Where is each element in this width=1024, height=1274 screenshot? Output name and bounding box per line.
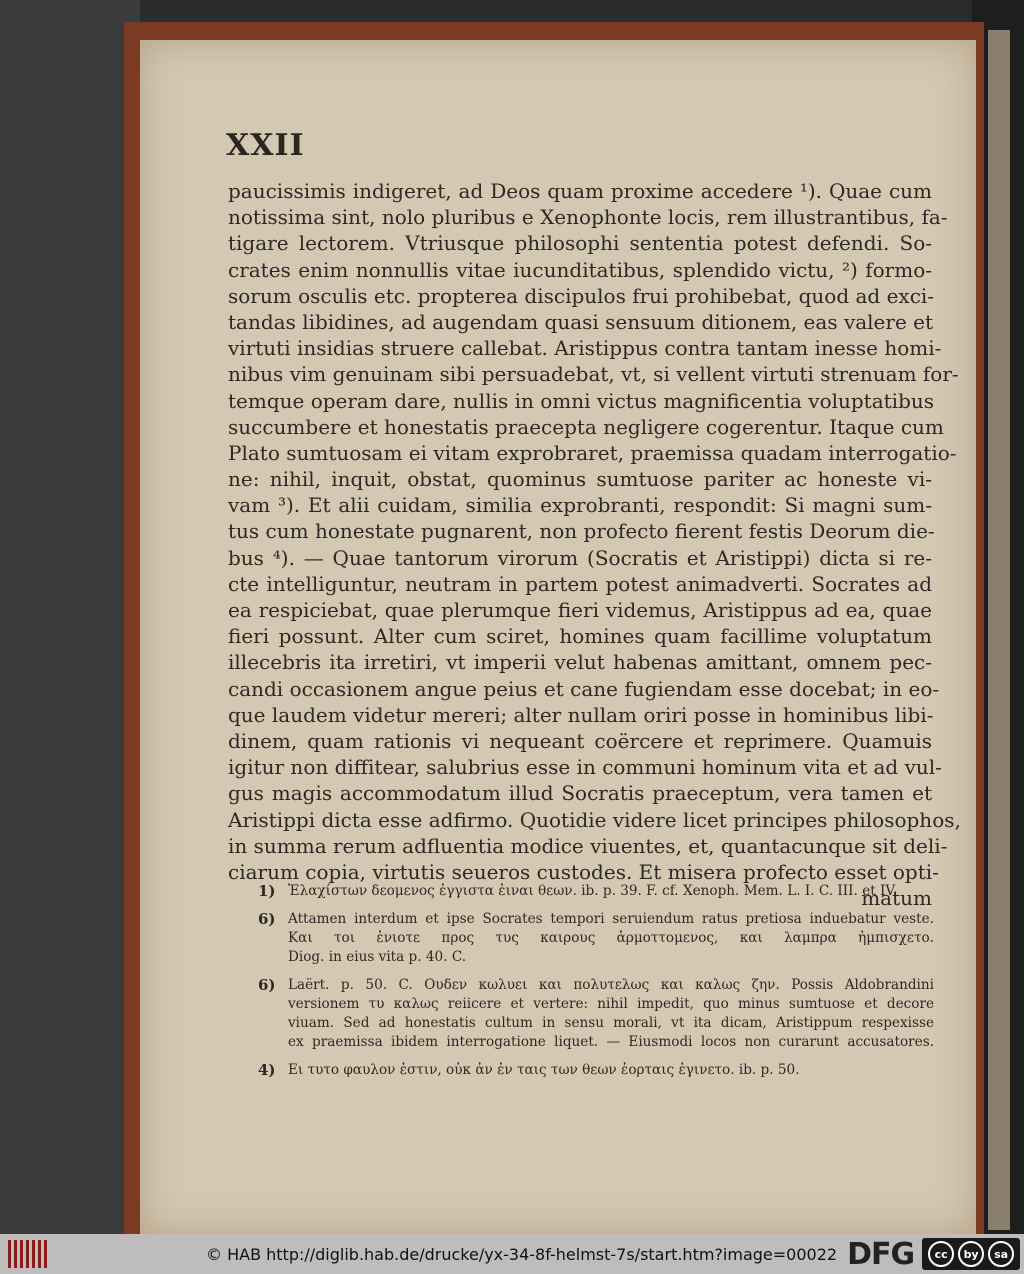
text-line: vam ³). Et alii cuidam, similia exprobranti, respondit: Si magni sum- — [228, 493, 932, 518]
credit-link[interactable]: © HAB http://diglib.hab.de/drucke/yx-34-8f-helmst-7s/start.htm?image=00022 — [206, 1244, 838, 1264]
footnote-mark: 6) — [258, 976, 276, 994]
sa-icon: sa — [988, 1241, 1014, 1267]
text-line: fieri possunt. Alter cum sciret, homines quam facillime voluptatum — [228, 624, 932, 649]
text-line: in summa rerum adfluentia modice viuentes, et, quantacunque sit deli- — [228, 833, 948, 858]
by-icon: by — [958, 1241, 984, 1267]
footnote-line: Ἐλαχίστων δεομενος ἐγγιστα ἐιναι θεων. ib. p. 39. F. cf. Xenoph. Mem. L. I. C. III. et IV. — [288, 883, 898, 899]
footnote-mark: 6) — [258, 910, 276, 928]
text-line: sorum osculis etc. propterea discipulos frui prohibebat, quod ad exci- — [228, 283, 935, 308]
text-line: tigare lectorem. Vtriusque philosophi sententia potest defendi. So- — [228, 231, 932, 256]
text-line: notissima sint, nolo pluribus e Xenophonte locis, rem illustrantibus, fa- — [228, 205, 948, 230]
footnote-line: viuam. Sed ad honestatis cultum in sensu morali, vt ita dicam, Aristippum respexisse — [288, 1015, 934, 1031]
book-edge — [988, 30, 1010, 1230]
text-line: crates enim nonnullis vitae iucunditatibus, splendido victu, ²) formo- — [228, 257, 932, 282]
text-line: illecebris ita irretiri, vt imperii velut habenas amittant, omnem pec- — [228, 650, 932, 675]
footnote — [258, 976, 934, 1052]
text-line: succumbere et honestatis praecepta negligere cogerentur. Itaque cum — [228, 414, 944, 439]
text-line: ea respiciebat, quae plerumque fieri videmus, Aristippus ad ea, quae — [228, 598, 932, 622]
text-line: cte intelliguntur, neutram in partem potest animadverti. Socrates ad — [228, 571, 932, 596]
viewer-footer-bar — [0, 1234, 1024, 1274]
text-line: dinem, quam rationis vi nequeant coërcere et reprimere. Quamuis — [228, 728, 932, 753]
catchword: matum — [861, 886, 932, 911]
main-text — [228, 178, 961, 911]
footnote — [258, 910, 934, 967]
text-line: paucissimis indigeret, ad Deos quam proxime accedere ¹). Quae cum — [228, 179, 932, 203]
text-line: ciarum copia, virtutis seueros custodes. Et misera profecto esset opti- — [228, 859, 939, 884]
footnote-mark: 4) — [258, 1061, 276, 1079]
text-line: nibus vim genuinam sibi persuadebat, vt, si vellent virtuti strenuam for- — [228, 362, 959, 387]
page-number: XXII — [226, 128, 305, 163]
text-line: bus ⁴). — Quae tantorum virorum (Socratis et Aristippi) dicta si re- — [228, 545, 932, 570]
footnote-line: Laërt. p. 50. C. Ουδεν κωλυει και πολυτελως και καλως ζην. Possis Aldobrandini — [288, 977, 934, 993]
footnote-line: Και τοι ἐνιοτε προς τυς καιρους ἁρμοττομενος, και λαμπρα ἠμπισχετο. — [288, 930, 934, 946]
text-line: temque operam dare, nullis in omni victus magnificentia voluptatibus — [228, 388, 935, 413]
text-line: gus magis accommodatum illud Socratis praeceptum, vera tamen et — [228, 781, 932, 806]
footnote-line: ex praemissa ibidem interrogatione liquet. — Eiusmodi locos non curarunt accusatores. — [288, 1034, 934, 1050]
text-line: tandas libidines, ad augendam quasi sensuum ditionem, eas valere et — [228, 309, 934, 334]
dfg-logo[interactable]: DFG — [847, 1236, 915, 1272]
text-line: Plato sumtuosam ei vitam exprobraret, praemissa quadam interrogatio- — [228, 440, 957, 465]
text-line: tus cum honestate pugnarent, non profecto fierent festis Deorum die- — [228, 519, 935, 544]
footnote — [258, 882, 934, 901]
text-line: ne: nihil, inquit, obstat, quominus sumtuose pariter ac honeste vi- — [228, 467, 932, 492]
footnote-line: Ει τυτο φαυλον ἐστιν, οὐκ ἀν ἐν ταις των θεων ἑορταις ἐγινετο. ib. p. 50. — [288, 1062, 800, 1078]
footnote-mark: 1) — [258, 882, 276, 900]
text-line: Aristippi dicta esse adfirmo. Quotidie videre licet principes philosophos, — [228, 807, 961, 832]
cc-license-badge[interactable] — [922, 1238, 1020, 1270]
footnote — [258, 1061, 934, 1080]
footnote-line: Diog. in eius vita p. 40. C. — [288, 949, 467, 965]
text-line: virtuti insidias struere callebat. Aristippus contra tantam inesse homi- — [228, 336, 942, 361]
text-line: candi occasionem angue peius et cane fugiendam esse docebat; in eo- — [228, 676, 940, 701]
text-line: que laudem videtur mereri; alter nullam oriri posse in hominibus libi- — [228, 702, 934, 727]
cc-icon: cc — [928, 1241, 954, 1267]
text-line: igitur non diffitear, salubrius esse in communi hominum vita et ad vul- — [228, 755, 942, 780]
footnote-line: versionem τυ καλως reiicere et vertere: nihil impedit, quo minus sumtuose et decore — [288, 996, 934, 1012]
footnote-line: Attamen interdum et ipse Socrates tempori seruiendum ratus pretiosa induebatur veste. — [288, 911, 934, 927]
hab-logo-icon[interactable] — [8, 1240, 48, 1268]
scan-background — [0, 0, 140, 1234]
footnotes — [258, 882, 934, 1089]
